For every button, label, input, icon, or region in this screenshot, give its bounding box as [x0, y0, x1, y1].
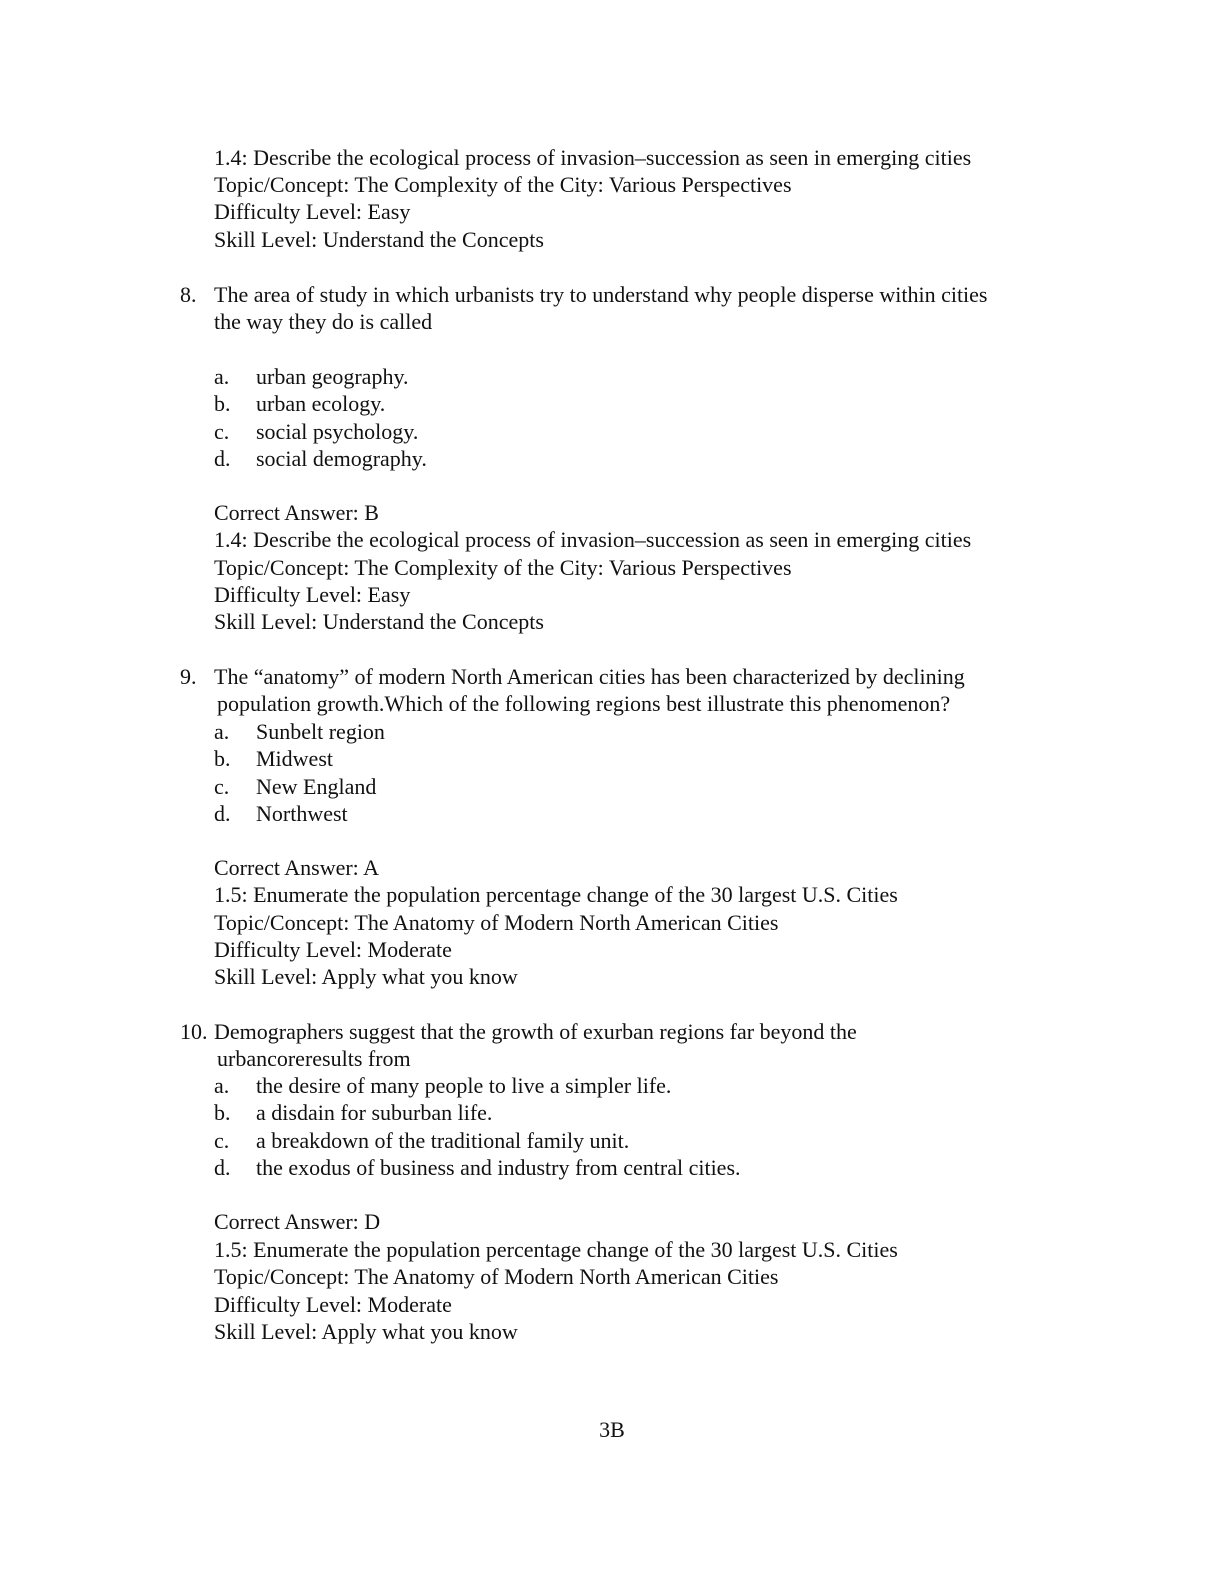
option-text: the desire of many people to live a simpler life. — [256, 1073, 672, 1098]
option-text: urban geography. — [256, 364, 409, 389]
difficulty-level: Difficulty Level: Easy — [214, 582, 411, 607]
question-stem-line: The “anatomy” of modern North American cities has been characterized by declining — [214, 664, 965, 689]
option-text: a disdain for suburban life. — [256, 1100, 493, 1125]
topic-concept: Topic/Concept: The Anatomy of Modern North American Cities — [214, 1264, 779, 1289]
option-text: Midwest — [256, 746, 333, 771]
question-number: 9. — [180, 664, 197, 689]
option-letter: a. — [214, 364, 230, 389]
option-text: social psychology. — [256, 419, 419, 444]
option-letter: b. — [214, 1100, 231, 1125]
skill-level: Skill Level: Apply what you know — [214, 1319, 518, 1344]
option-text: Northwest — [256, 801, 348, 826]
skill-level: Skill Level: Understand the Concepts — [214, 609, 544, 634]
option-text: the exodus of business and industry from central cities. — [256, 1155, 741, 1180]
option-letter: b. — [214, 746, 231, 771]
page-number: 3B — [599, 1417, 625, 1442]
question-stem-line: the way they do is called — [214, 309, 433, 334]
question-number: 10. — [180, 1019, 208, 1044]
option-text: New England — [256, 774, 377, 799]
top-topic: Topic/Concept: The Complexity of the City: Various Perspectives — [214, 172, 792, 197]
option-letter: a. — [214, 719, 230, 744]
question-stem-line: population growth.Which of the following regions best illustrate this phenomenon? — [217, 691, 951, 716]
option-text: social demography. — [256, 446, 427, 471]
learning-objective: 1.4: Describe the ecological process of invasion–succession as seen in emerging cities — [214, 527, 972, 552]
option-letter: b. — [214, 391, 231, 416]
correct-answer: Correct Answer: D — [214, 1209, 381, 1234]
question-stem-line: Demographers suggest that the growth of exurban regions far beyond the — [214, 1019, 857, 1044]
correct-answer: Correct Answer: A — [214, 855, 379, 880]
question-number: 8. — [180, 282, 197, 307]
question-stem-line: urbancoreresults from — [217, 1046, 411, 1071]
correct-answer: Correct Answer: B — [214, 500, 379, 525]
option-letter: d. — [214, 446, 231, 471]
top-difficulty: Difficulty Level: Easy — [214, 199, 411, 224]
top-objective: 1.4: Describe the ecological process of invasion–succession as seen in emerging cities — [214, 145, 972, 170]
learning-objective: 1.5: Enumerate the population percentage change of the 30 largest U.S. Cities — [214, 1237, 898, 1262]
option-text: Sunbelt region — [256, 719, 385, 744]
learning-objective: 1.5: Enumerate the population percentage change of the 30 largest U.S. Cities — [214, 882, 898, 907]
option-letter: a. — [214, 1073, 230, 1098]
option-text: a breakdown of the traditional family unit. — [256, 1128, 630, 1153]
option-letter: c. — [214, 1128, 230, 1153]
difficulty-level: Difficulty Level: Moderate — [214, 937, 452, 962]
top-skill: Skill Level: Understand the Concepts — [214, 227, 544, 252]
option-letter: d. — [214, 801, 231, 826]
topic-concept: Topic/Concept: The Complexity of the City: Various Perspectives — [214, 555, 792, 580]
question-stem-line: The area of study in which urbanists try to understand why people disperse within cities — [214, 282, 988, 307]
option-letter: d. — [214, 1155, 231, 1180]
difficulty-level: Difficulty Level: Moderate — [214, 1292, 452, 1317]
option-text: urban ecology. — [256, 391, 386, 416]
option-letter: c. — [214, 419, 230, 444]
option-letter: c. — [214, 774, 230, 799]
skill-level: Skill Level: Apply what you know — [214, 964, 518, 989]
topic-concept: Topic/Concept: The Anatomy of Modern North American Cities — [214, 910, 779, 935]
